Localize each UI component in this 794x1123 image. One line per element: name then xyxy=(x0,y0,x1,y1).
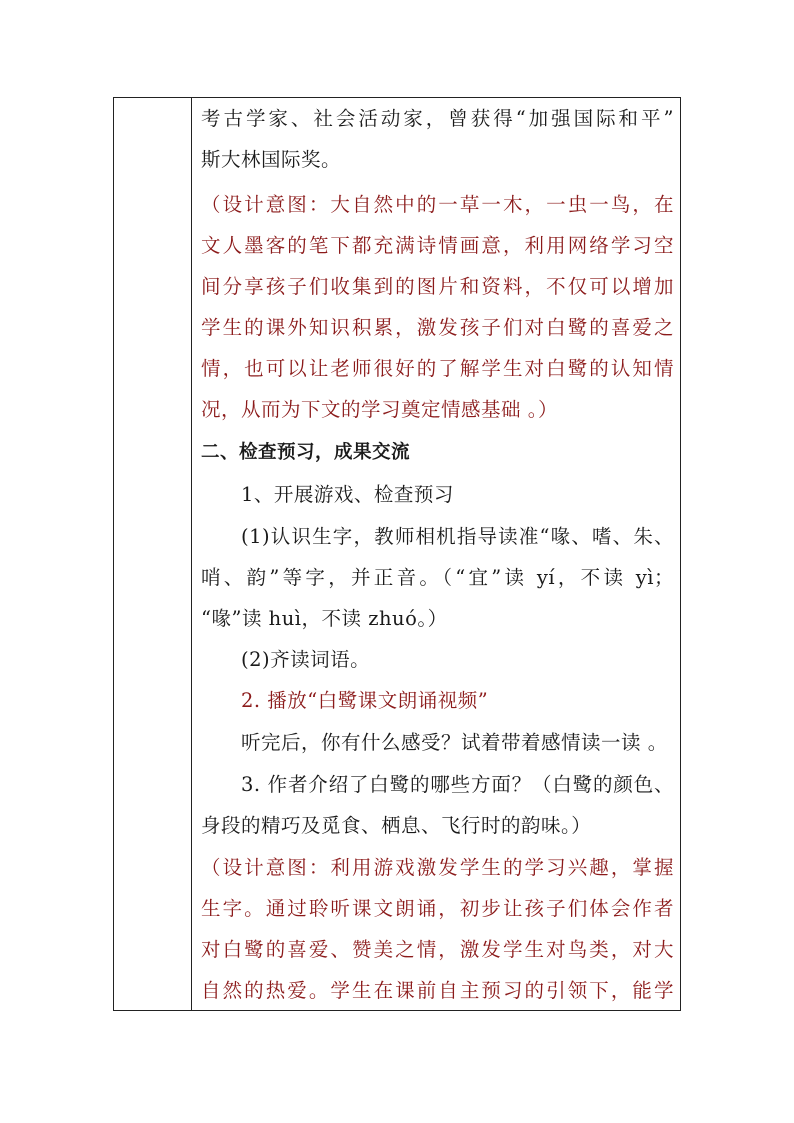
text-line: 1、开展游戏、检查预习 xyxy=(241,483,454,506)
table-content-cell xyxy=(192,98,680,1010)
lesson-plan-table xyxy=(113,97,681,1011)
text-line: 考古学家、社会活动家，曾获得“加强国际和平” xyxy=(201,107,674,130)
design-intent-line: 况，从而为下文的学习奠定情感基础 。） xyxy=(201,398,558,421)
section-heading: 二、检查预习，成果交流 xyxy=(201,442,411,463)
table-label-column xyxy=(114,98,192,1010)
design-intent-line: 情，也可以让老师很好的了解学生对白鹭的认知情 xyxy=(201,357,674,380)
text-line: 哨、韵”等字，并正音。（“宜”读 yí，不读 yì； xyxy=(201,566,674,589)
text-line: 听完后，你有什么感受？试着带着感情读一读 。 xyxy=(241,731,668,754)
text-line: 2. 播放“白鹭课文朗诵视频” xyxy=(241,689,489,712)
design-intent-line: （设计意图：利用游戏激发学生的学习兴趣，掌握 xyxy=(201,856,674,879)
text-line: 3. 作者介绍了白鹭的哪些方面？（白鹭的颜色、 xyxy=(241,773,674,796)
design-intent-line: 生字。通过聆听课文朗诵，初步让孩子们体会作者 xyxy=(201,897,674,920)
design-intent-line: 间分享孩子们收集到的图片和资料，不仅可以增加 xyxy=(201,275,674,298)
design-intent-line: （设计意图：大自然中的一草一木，一虫一鸟，在 xyxy=(201,193,674,216)
text-line: (1)认识生字，教师相机指导读准“喙、嗜、朱、 xyxy=(241,525,674,548)
text-line: (2)齐读词语。 xyxy=(241,648,371,671)
text-line: 身段的精巧及觅食、栖息、飞行时的韵味。） xyxy=(201,814,592,837)
design-intent-line: 自然的热爱。学生在课前自主预习的引领下，能学 xyxy=(201,979,674,1002)
design-intent-line: 文人墨客的笔下都充满诗情画意，利用网络学习空 xyxy=(201,234,674,257)
design-intent-line: 对白鹭的喜爱、赞美之情，激发学生对鸟类，对大 xyxy=(201,938,674,961)
text-line: 斯大林国际奖。 xyxy=(201,148,342,171)
text-line: “喙”读 huì，不读 zhuó。） xyxy=(201,607,448,630)
design-intent-line: 学生的课外知识积累，激发孩子们对白鹭的喜爱之 xyxy=(201,316,674,339)
